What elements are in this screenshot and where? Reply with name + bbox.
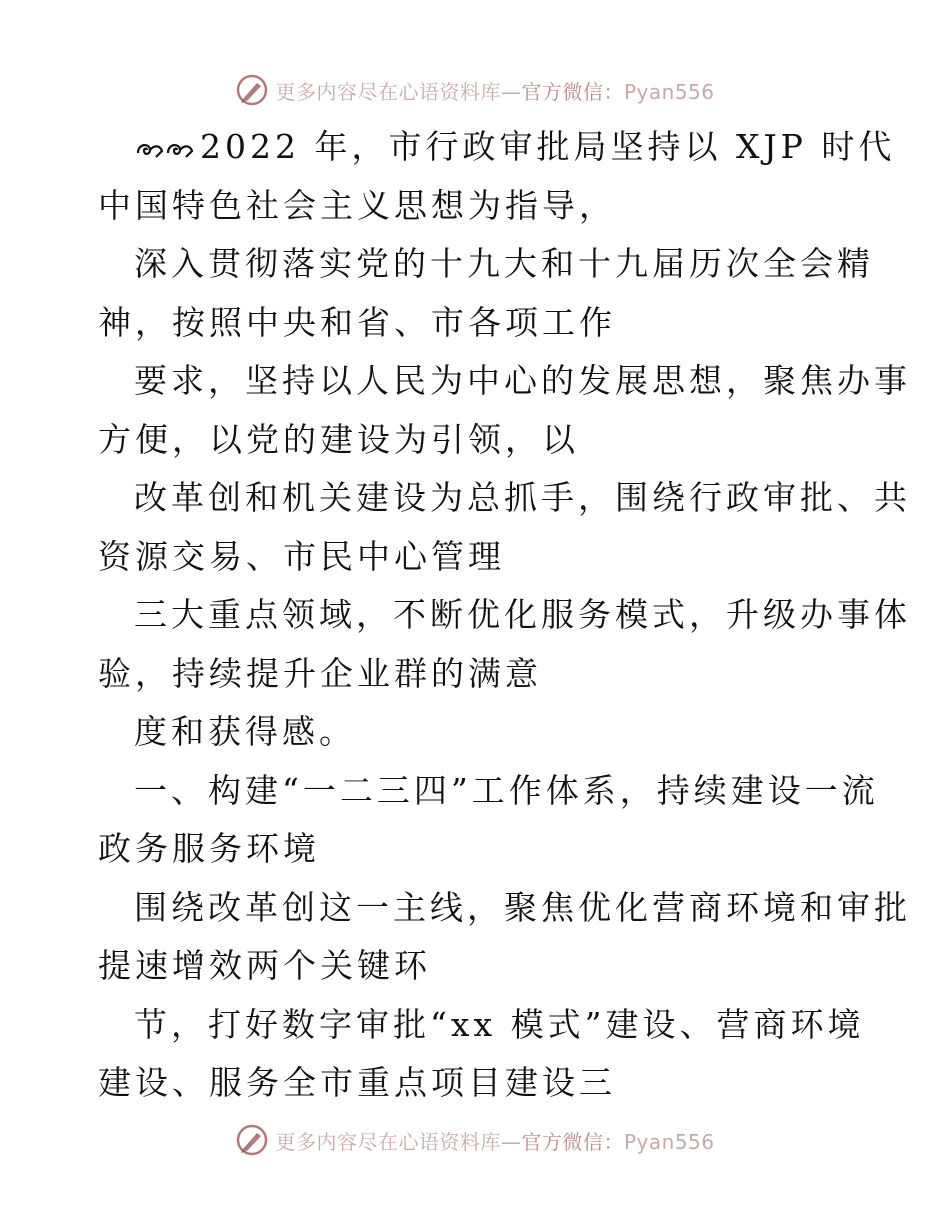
watermark-text: 更多内容尽在心语资料库—官方微信：Pyan556 bbox=[275, 1129, 715, 1154]
paragraph-line: 资源交易、市民中心管理 bbox=[98, 536, 505, 576]
paragraph-line: 提速增效两个关键环 bbox=[98, 946, 431, 985]
paragraph-line: 三大重点领域，不断优化服务模式，升级办事体 bbox=[134, 595, 911, 634]
paragraph-line: 方便，以党的建设为引领，以 bbox=[98, 419, 579, 459]
header-watermark bbox=[0, 70, 950, 110]
pen-circle-logo-icon bbox=[235, 73, 269, 107]
section-heading-continued: 政务服务环境 bbox=[98, 829, 320, 868]
paragraph-line: 节，打好数字审批“xx 模式”建设、营商环境 bbox=[134, 1004, 865, 1044]
paragraph-line: 神，按照中央和省、市各项工作 bbox=[98, 302, 616, 342]
pen-circle-logo-icon bbox=[235, 1123, 269, 1157]
paragraph-line: 度和获得感。 bbox=[134, 712, 356, 751]
paragraph-line: 改革创和机关建设为总抓手，围绕行政审批、共 bbox=[134, 478, 911, 517]
footer-watermark bbox=[0, 1120, 950, 1160]
paragraph-line: 2022 年，市行政审批局坚持以 XJP 时代 bbox=[98, 118, 858, 177]
paragraph-line: 围绕改革创这一主线，聚焦优化营商环境和审批 bbox=[134, 887, 911, 927]
paragraph-line: 建设、服务全市重点项目建设三 bbox=[98, 1063, 616, 1102]
section-heading: 一、构建“一二三四”工作体系，持续建设一流 bbox=[134, 770, 879, 810]
paragraph-line: 验，持续提升企业群的满意 bbox=[98, 653, 542, 693]
paragraph-line: 要求，坚持以人民为中心的发展思想，聚焦办事 bbox=[134, 361, 911, 400]
floral-ornament-icon bbox=[134, 137, 198, 161]
paragraph-line: 中国特色社会主义思想为指导， bbox=[98, 185, 616, 225]
document-body bbox=[98, 118, 911, 1113]
watermark-text: 更多内容尽在心语资料库—官方微信：Pyan556 bbox=[275, 79, 715, 104]
paragraph-line: 深入贯彻落实党的十九大和十九届历次全会精 bbox=[134, 244, 874, 283]
